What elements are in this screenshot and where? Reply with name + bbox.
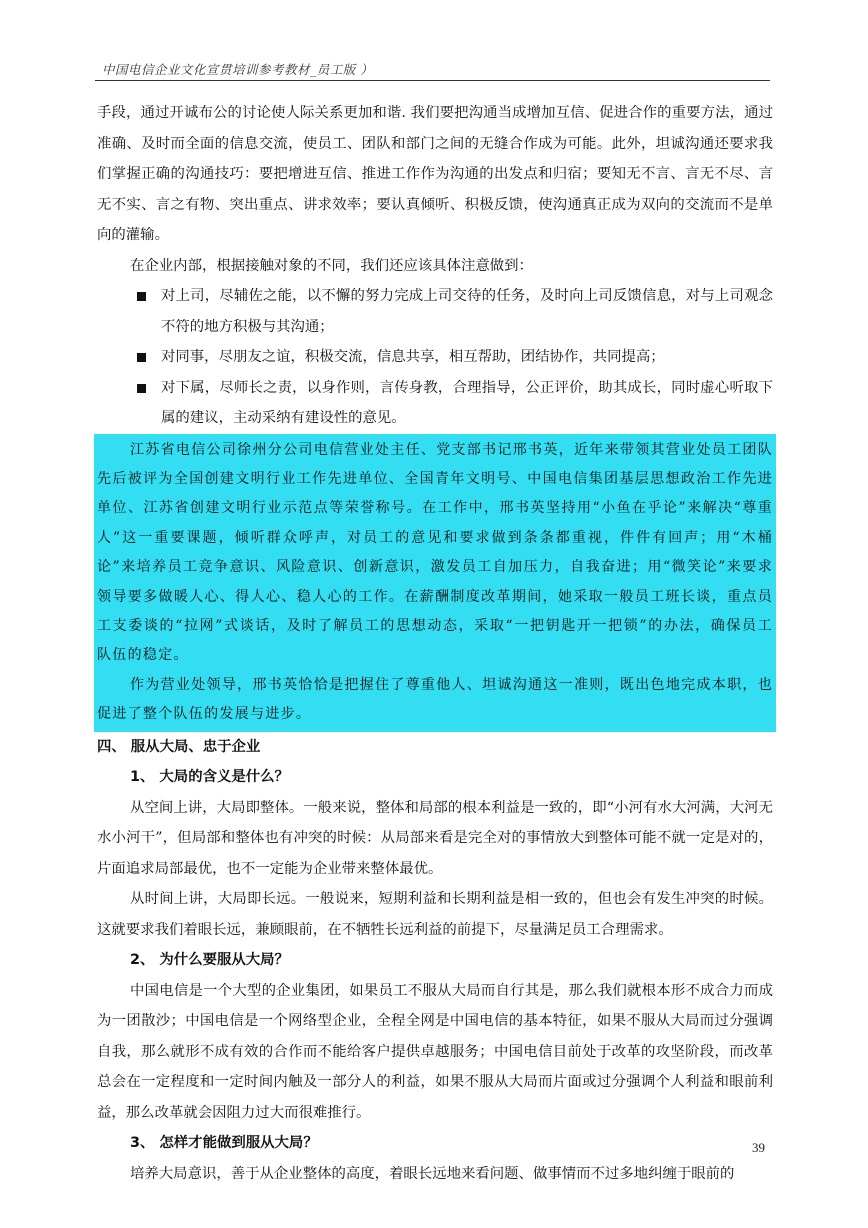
running-header: 中国电信企业文化宣贯培训参考教材_员工版 ） bbox=[102, 62, 374, 77]
bullet-item bbox=[97, 342, 773, 373]
page-number: 39 bbox=[752, 1140, 765, 1155]
question-heading: 3、 怎样才能做到服从大局？ bbox=[130, 1135, 318, 1152]
bullet-text: 对上司，尽辅佐之能，以不懈的努力完成上司交待的任务，及时向上司反馈信息，对与上司观念不符的地方积极与其沟通； bbox=[161, 288, 773, 335]
case-study-highlight bbox=[94, 434, 776, 732]
question-heading: 1、 大局的含义是什么？ bbox=[130, 769, 289, 786]
intro-paragraph: 手段，通过开诚布公的讨论使人际关系更加和谐. 我们要把沟通当成增加互信、促进合作的重要方法，通过准确、及时而全面的信息交流，使员工、团队和部门之间的无缝合作成为可能。此外，坦诚沟通还要求我们掌握正确的沟通技巧：要把增进互信、推进工作作为沟通的出发点和归宿；要知无不言、言无不尽、言无不实、言之有物、突出重点、讲求效率；要认真倾听、积极反馈，使沟通真正成为双向的交流而不是单向的灌输。 bbox=[97, 105, 773, 243]
intro-lead: 在企业内部，根据接触对象的不同，我们还应该具体注意做到： bbox=[130, 257, 533, 274]
header-rule bbox=[95, 80, 770, 81]
square-bullet-icon bbox=[137, 353, 146, 362]
section-heading: 四、 服从大局、忠于企业 bbox=[97, 738, 261, 755]
body-paragraph: 从时间上讲，大局即长远。一般说来，短期利益和长期利益是相一致的，但也会有发生冲突的时候。这就要求我们着眼长远，兼顾眼前，在不牺牲长远利益的前提下，尽量满足员工合理需求。 bbox=[97, 891, 773, 938]
bullet-item bbox=[97, 281, 773, 342]
bullet-list bbox=[97, 281, 773, 434]
case-paragraph: 江苏省电信公司徐州分公司电信营业处主任、党支部书记邢书英，近年来带领其营业处员工团队先后被评为全国创建文明行业工作先进单位、全国青年文明号、中国电信集团基层思想政治工作先进单位、江苏省创建文明行业示范点等荣誉称号。在工作中，邢书英坚持用“小鱼在乎论”来解决“尊重人”这一重要课题，倾听群众呼声，对员工的意见和要求做到条条都重视，件件有回声；用“木桶论”来培养员工竞争意识、风险意识、创新意识，激发员工自加压力，自我奋进；用“微笑论”来要求领导要多做暖人心、得人心、稳人心的工作。在薪酬制度改革期间，她采取一般员工班长谈，重点员工支委谈的“拉网”式谈话，及时了解员工的思想动态，采取“一把钥匙开一把锁”的办法，确保员工队伍的稳定。 bbox=[97, 441, 773, 664]
square-bullet-icon bbox=[137, 384, 146, 393]
bullet-text: 对下属，尽师长之责，以身作则，言传身教，合理指导，公正评价，助其成长，同时虚心听取下属的建议，主动采纳有建设性的意见。 bbox=[161, 379, 773, 426]
bullet-text: 对同事，尽朋友之谊，积极交流，信息共享，相互帮助，团结协作，共同提高； bbox=[161, 349, 665, 365]
square-bullet-icon bbox=[137, 292, 146, 301]
body-paragraph: 从空间上讲，大局即整体。一般来说，整体和局部的根本利益是一致的，即“小河有水大河满，大河无水小河干”，但局部和整体也有冲突的时候：从局部来看是完全对的事情放大到整体可能不就一定是对的，片面追求局部最优，也不一定能为企业带来整体最优。 bbox=[97, 799, 773, 877]
bullet-item bbox=[97, 373, 773, 434]
question-heading: 2、 为什么要服从大局？ bbox=[130, 952, 289, 969]
page-body bbox=[97, 98, 773, 1189]
body-paragraph: 中国电信是一个大型的企业集团，如果员工不服从大局而自行其是，那么我们就根本形不成合力而成为一团散沙；中国电信是一个网络型企业，全程全网是中国电信的基本特征，如果不服从大局而过分强调自我，那么就形不成有效的合作而不能给客户提供卓越服务；中国电信目前处于改革的攻坚阶段，而改革总会在一定程度和一定时间内触及一部分人的利益，如果不服从大局而片面或过分强调个人利益和眼前利益，那么改革就会因阻力过大而很难推行。 bbox=[97, 982, 773, 1121]
body-paragraph: 培养大局意识，善于从企业整体的高度，着眼长远地来看问题、做事情而不过多地纠缠于眼前的 bbox=[130, 1165, 735, 1182]
case-paragraph: 作为营业处领导，邢书英恰恰是把握住了尊重他人、坦诚沟通这一准则，既出色地完成本职，也促进了整个队伍的发展与进步。 bbox=[97, 676, 773, 723]
